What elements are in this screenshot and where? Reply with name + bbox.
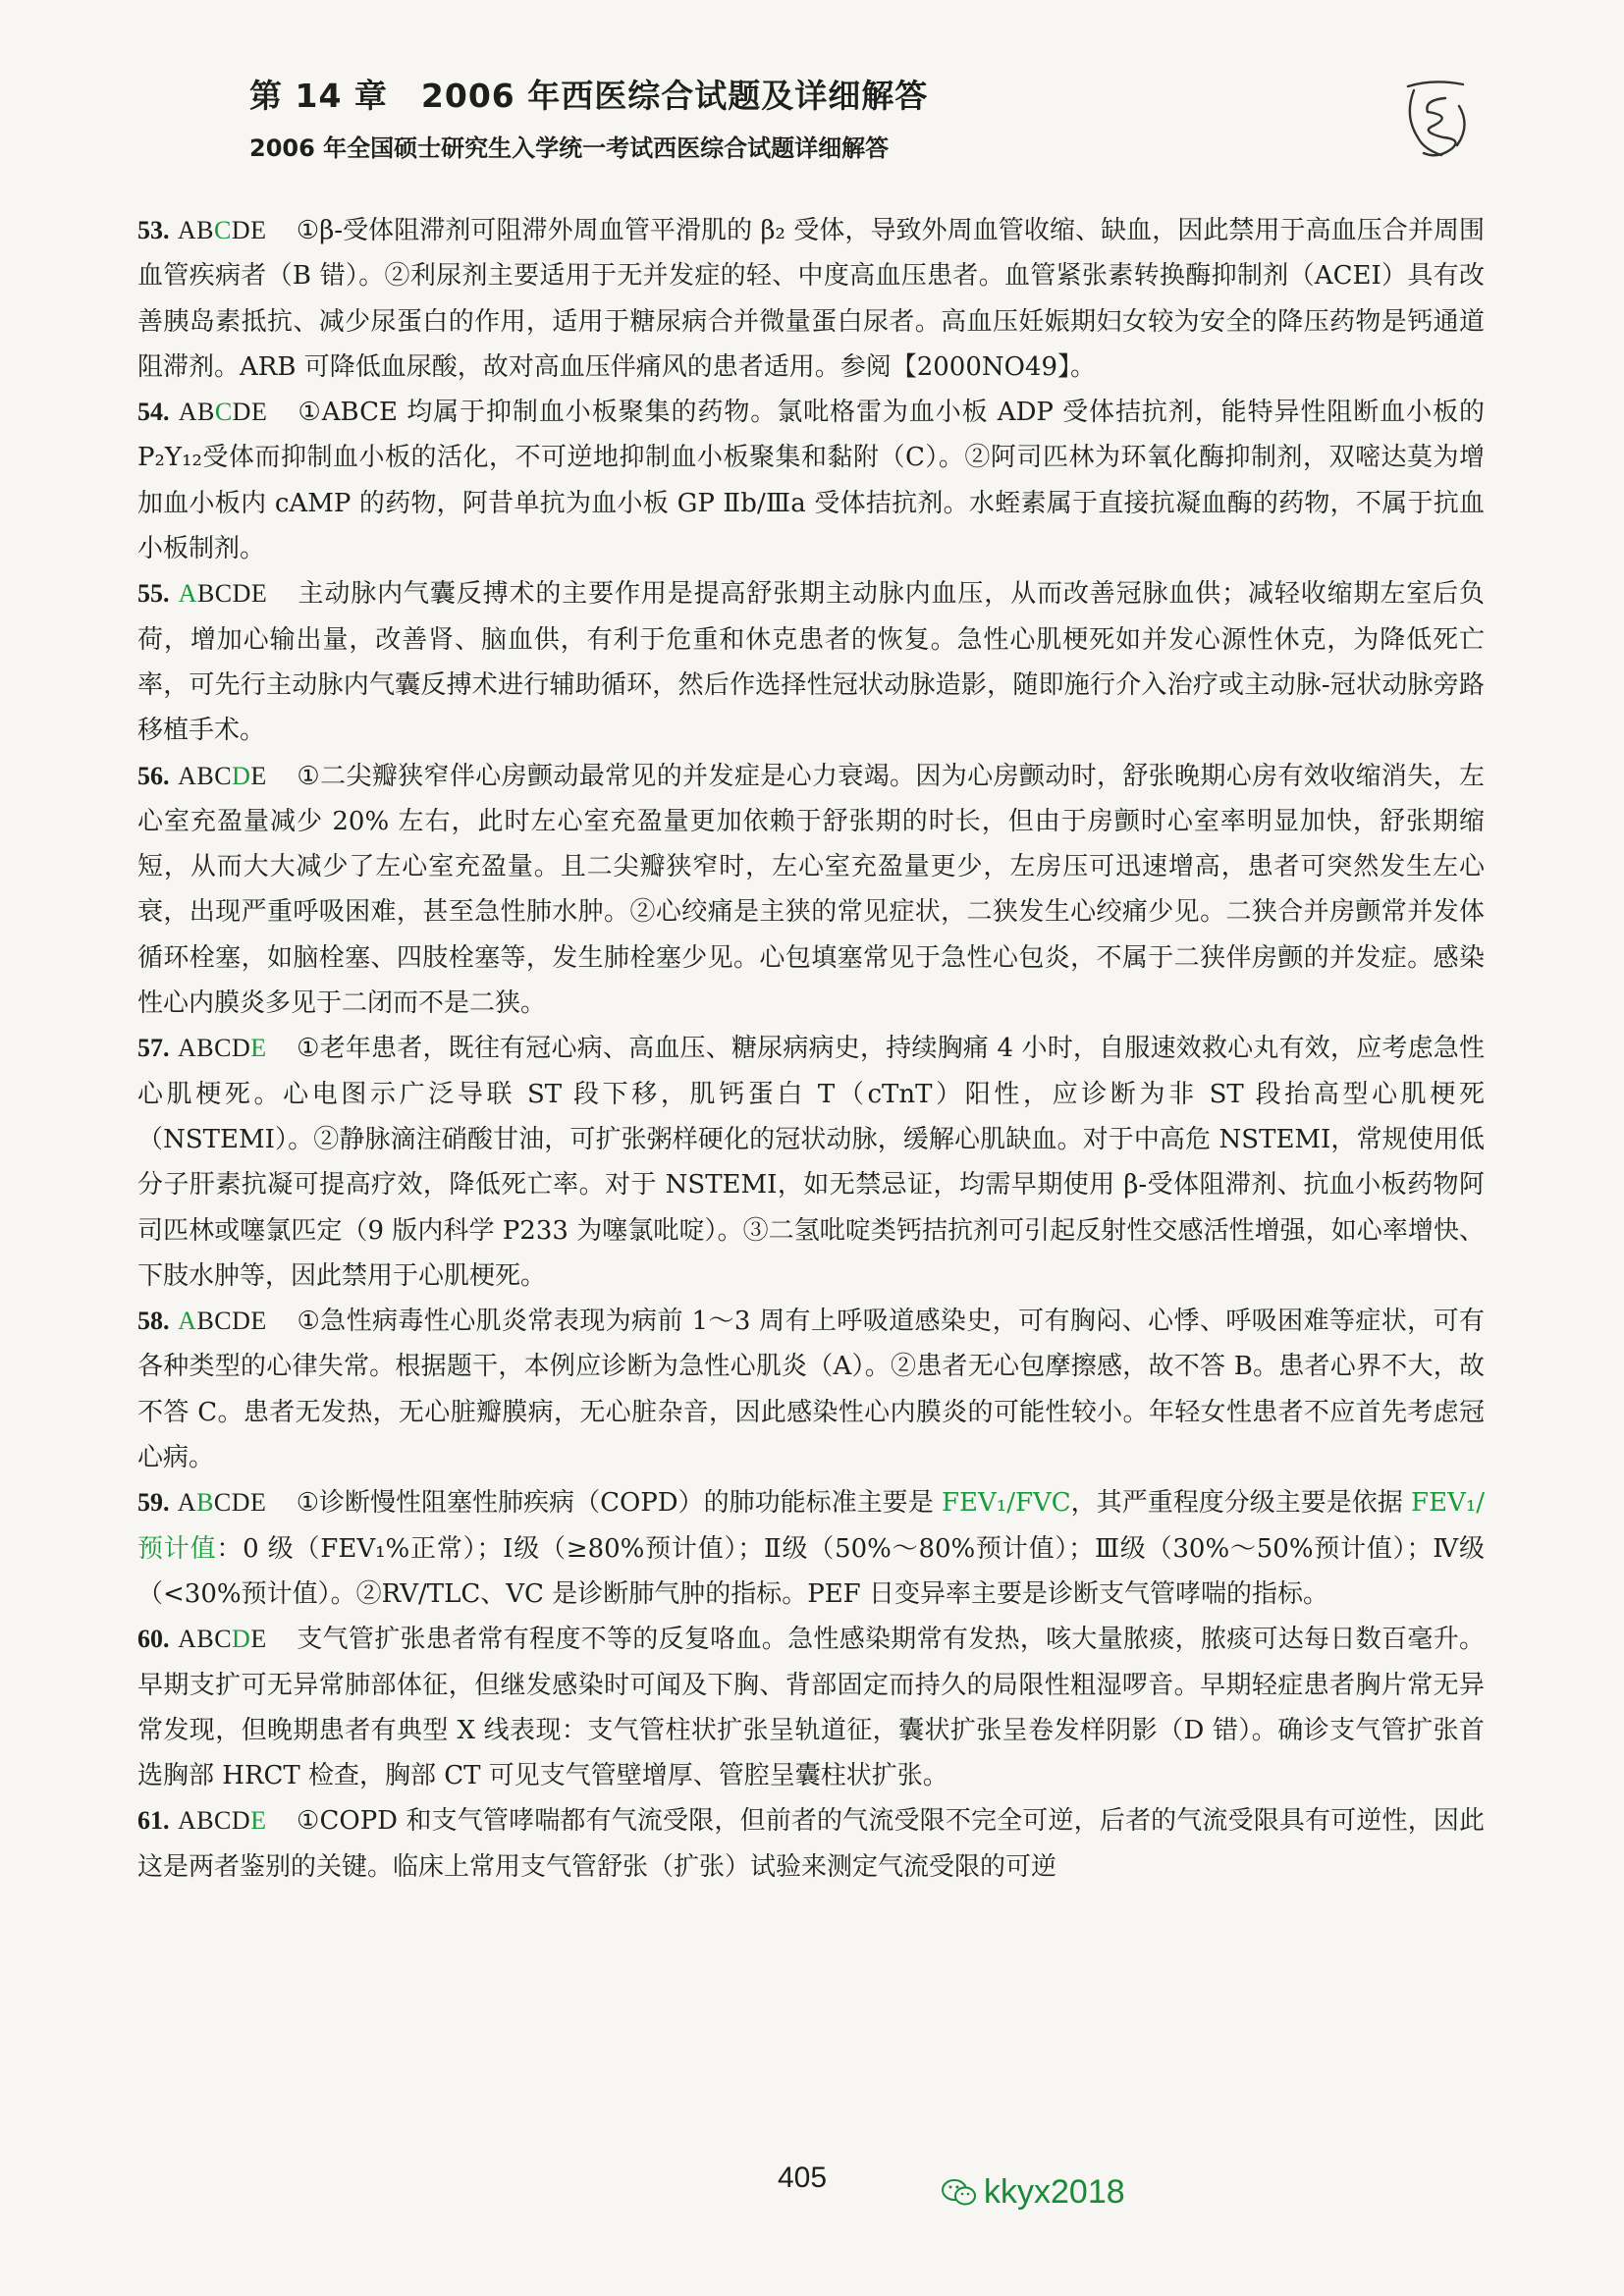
question-number: 57.: [137, 1034, 170, 1063]
answer-options: [178, 1307, 267, 1335]
correct-answer: E: [250, 1806, 267, 1836]
answer-options: [179, 398, 268, 426]
explanation-text: 支气管扩张患者常有程度不等的反复咯血。急性感染期常有发热，咳大量脓痰，脓痰可达每日数百毫升。早期支扩可无异常肺部体征，但继发感染时可闻及下胸、背部固定而持久的局限性粗湿啰音。早期轻症患者胸片常无异常发现，但晚期患者有典型 X 线表现：支气管柱状扩张呈轨道征，囊状扩张呈卷发样阴影（D 错）。确诊支气管扩张首选胸部 HRCT 检查，胸部 CT 可见支气管壁增厚、管腔呈囊柱状扩张。: [137, 1625, 1486, 1791]
correct-answer: A: [178, 579, 197, 609]
correct-answer: D: [232, 761, 251, 790]
explanation-text: ①COPD 和支气管哮喘都有气流受限，但前者的气流受限不完全可逆，后者的气流受限具有可逆性，因此这是两者鉴别的关键。临床上常用支气管舒张（扩张）试验来测定气流受限的可逆: [137, 1806, 1486, 1882]
options-pre: ABCD: [177, 1034, 251, 1063]
options-pre: AB: [178, 398, 215, 427]
correct-answer: E: [250, 1034, 267, 1063]
question-number: 61.: [137, 1806, 170, 1836]
options-pre: ABC: [178, 1625, 233, 1654]
options-pre: A: [177, 1488, 197, 1518]
explanation-text: ①二尖瓣狭窄伴心房颤动最常见的并发症是心力衰竭。因为心房颤动时，舒张晚期心房有效收缩消失，左心室充盈量减少 20% 左右，此时左心室充盈量更加依赖于舒张期的时长，但由于房颤时心室率明显加快，舒张期缩短，从而大大减少了左心室充盈量。且二尖瓣狭窄时，左心室充盈量更少，左房压可迅速增高，患者可突然发生左心衰，出现严重呼吸困难，甚至急性肺水肿。②心绞痛是主狭的常见症状，二狭发生心绞痛少见。二狭合并房颤常并发体循环栓塞，如脑栓塞、四肢栓塞等，发生肺栓塞少见。心包填塞常见于急性心包炎，不属于二狭伴房颤的并发症。感染性心内膜炎多见于二闭而不是二狭。: [137, 761, 1486, 1019]
question-number: 53.: [137, 216, 170, 244]
page-number: 405: [778, 2162, 828, 2194]
answer-options: [178, 1625, 267, 1653]
answer-options: [178, 216, 267, 244]
options-post: BCDE: [196, 579, 268, 609]
chapter-title: 第 14 章 2006 年西医综合试题及详细解答: [249, 77, 929, 115]
question-58: [137, 1299, 1485, 1480]
explanation-text: ①急性病毒性心肌炎常表现为病前 1～3 周有上呼吸道感染史，可有胸闷、心悸、呼吸困难等症状，可有各种类型的心律失常。根据题干，本例应诊断为急性心肌炎（A）。②患者无心包摩擦感，故不答 B。患者心界不大，故不答 C。患者无发热，无心脏瓣膜病，无心脏杂音，因此感染性心内膜炎的可能性较小。年轻女性患者不应首先考虑冠心病。: [137, 1307, 1485, 1473]
question-number: 55.: [137, 579, 170, 609]
handwritten-signature-icon: [1394, 77, 1475, 165]
explanation-part: ：0 级（FEV₁%正常）；Ⅰ级（≥80%预计值）；Ⅱ级（50%～80%预计值）；Ⅲ级（30%～50%预计值）；Ⅳ级（<30%预计值）。②RV/TLC、VC 是诊断肺气肿的指标。PEF 日变异率主要是诊断支气管哮喘的指标。: [137, 1533, 1485, 1609]
options-pre: ABCD: [177, 1806, 251, 1836]
question-57: [137, 1026, 1485, 1299]
correct-answer: C: [214, 398, 233, 427]
explanation-text: ①ABCE 均属于抑制血小板聚集的药物。氯吡格雷为血小板 ADP 受体拮抗剂，能特异性阻断血小板的 P₂Y₁₂受体而抑制血小板的活化，不可逆地抑制血小板聚集和黏附（C）。②阿司匹林为环氧化酶抑制剂，双嘧达莫为增加血小板内 cAMP 的药物，阿昔单抗为血小板 GP Ⅱb/Ⅲa 受体拮抗剂。水蛭素属于直接抗凝血酶的药物，不属于抗血小板制剂。: [137, 398, 1486, 564]
answer-options: [178, 762, 267, 790]
explanation-text: [137, 1488, 1485, 1609]
answer-options: [178, 1806, 267, 1835]
correct-answer: A: [178, 1307, 197, 1336]
question-number: 56.: [137, 761, 170, 790]
options-post: CDE: [213, 1488, 267, 1518]
question-54: [137, 390, 1485, 571]
answer-options: [178, 1034, 267, 1062]
question-number: 59.: [137, 1488, 170, 1518]
correct-answer: C: [213, 216, 232, 244]
explanation-part: ，其严重程度分级主要是依据: [1070, 1488, 1412, 1519]
answer-options: [178, 1488, 267, 1517]
question-number: 54.: [137, 398, 170, 427]
section-subtitle: 2006 年全国硕士研究生入学统一考试西医综合试题详细解答: [249, 134, 890, 162]
footer-brand: [941, 2173, 1125, 2212]
brand-text: kkyx2018: [984, 2173, 1125, 2211]
options-post: BCDE: [196, 1307, 267, 1336]
question-61: [137, 1798, 1485, 1890]
options-pre: AB: [177, 216, 214, 244]
answer-explanations: [137, 208, 1485, 1890]
explanation-text: ①β-受体阻滞剂可阻滞外周血管平滑肌的 β₂ 受体，导致外周血管收缩、缺血，因此禁用于高血压合并周围血管疾病者（B 错）。②利尿剂主要适用于无并发症的轻、中度高血压患者。血管紧张素转换酶抑制剂（ACEI）具有改善胰岛素抵抗、减少尿蛋白的作用，适用于糖尿病合并微量蛋白尿者。高血压妊娠期妇女较为安全的降压药物是钙通道阻滞剂。ARB 可降低血尿酸，故对高血压伴痛风的患者适用。参阅【2000NO49】。: [137, 216, 1486, 382]
options-post: E: [250, 761, 267, 790]
options-pre: ABC: [178, 761, 233, 790]
options-post: DE: [231, 216, 267, 244]
correct-answer: B: [196, 1488, 214, 1518]
page-header: [249, 71, 1526, 163]
correct-answer: D: [232, 1625, 251, 1654]
question-53: [137, 208, 1485, 390]
question-number: 58.: [137, 1307, 170, 1336]
question-59: [137, 1480, 1485, 1617]
options-post: DE: [232, 398, 268, 427]
explanation-part: ①诊断慢性阻塞性肺疾病（COPD）的肺功能标准主要是: [296, 1488, 942, 1519]
explanation-text: 主动脉内气囊反搏术的主要作用是提高舒张期主动脉内血压，从而改善冠脉血供；减轻收缩期左室后负荷，增加心输出量，改善肾、脑血供，有利于危重和休克患者的恢复。急性心肌梗死如并发心源性休克，为降低死亡率，可先行主动脉内气囊反搏术进行辅助循环，然后作选择性冠状动脉造影，随即施行介入治疗或主动脉-冠状动脉旁路移植手术。: [137, 579, 1486, 746]
wechat-icon: [941, 2178, 978, 2208]
question-number: 60.: [137, 1625, 170, 1654]
highlight-fev1-predicted: FEV₁/预计值: [137, 1488, 1486, 1564]
question-56: [137, 754, 1485, 1027]
explanation-text: ①老年患者，既往有冠心病、高血压、糖尿病病史，持续胸痛 4 小时，自服速效救心丸有效，应考虑急性心肌梗死。心电图示广泛导联 ST 段下移，肌钙蛋白 T（cTnT）阳性，应诊断为非 ST 段抬高型心肌梗死（NSTEMI）。②静脉滴注硝酸甘油，可扩张粥样硬化的冠状动脉，缓解心肌缺血。对于中高危 NSTEMI，常规使用低分子肝素抗凝可提高疗效，降低死亡率。对于 NSTEMI，如无禁忌证，均需早期使用 β-受体阻滞剂、抗血小板药物阿司匹林或噻氯匹定（9 版内科学 P233 为噻氯吡啶）。③二氢吡啶类钙拮抗剂可引起反射性交感活性增强，如心率增快、下肢水肿等，因此禁用于心肌梗死。: [137, 1034, 1486, 1291]
answer-options: [179, 579, 268, 608]
question-60: [137, 1617, 1485, 1798]
highlight-fev1-fvc: FEV₁/FVC: [941, 1488, 1071, 1519]
question-55: [137, 571, 1485, 753]
options-post: E: [250, 1625, 267, 1654]
